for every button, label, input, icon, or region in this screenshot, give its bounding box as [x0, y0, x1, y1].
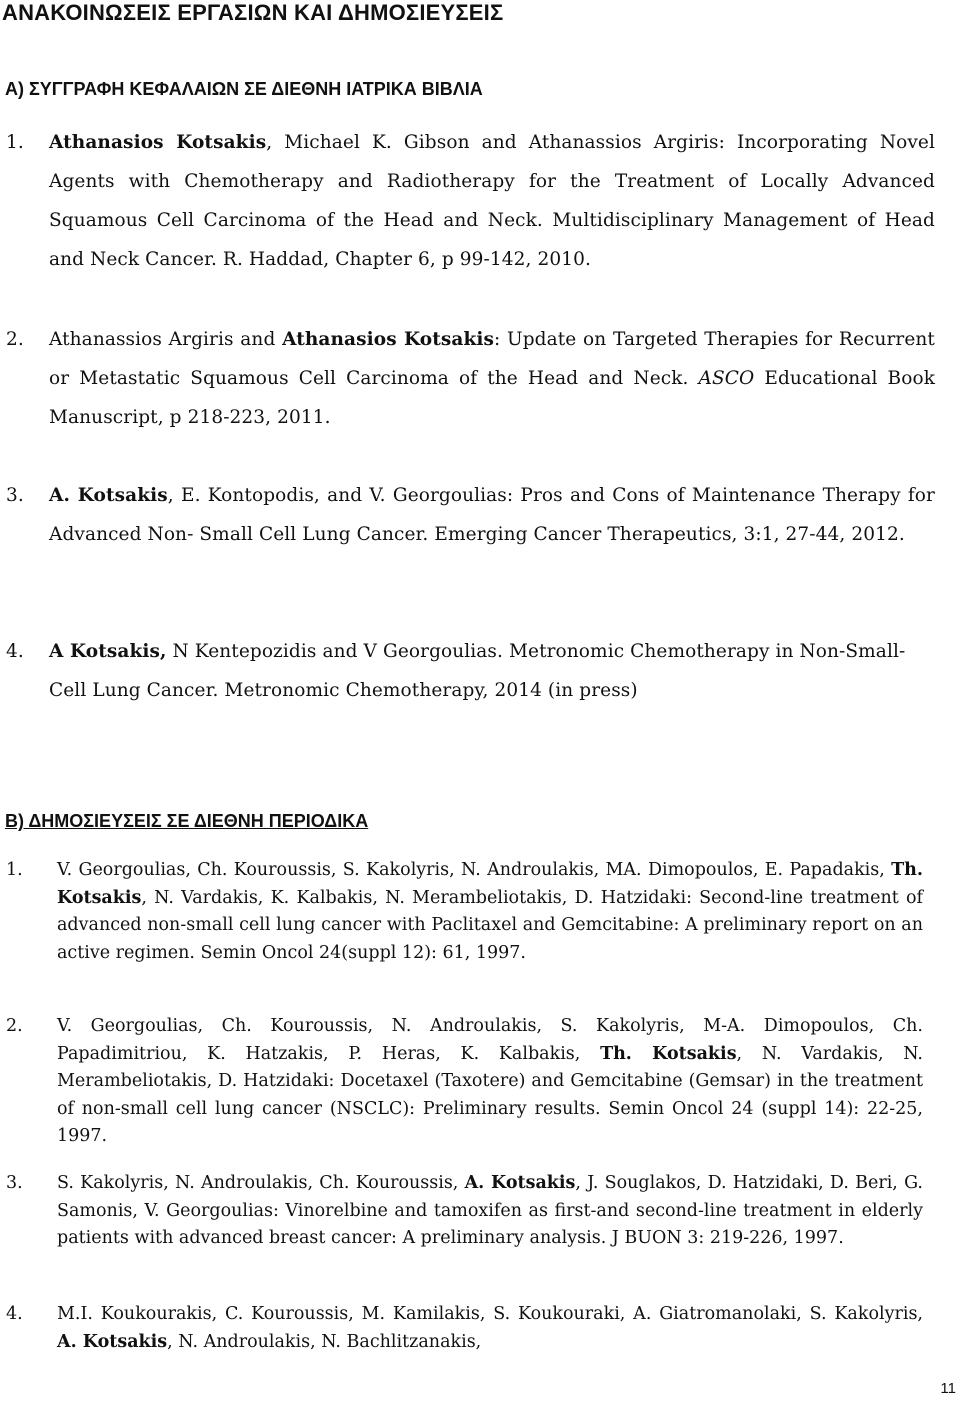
ref-author-bold: Th. Kotsakis — [57, 860, 923, 908]
ref-author-bold: A Kotsakis, — [49, 641, 167, 662]
ref-text — [49, 476, 935, 554]
ref-number: 3. — [6, 485, 24, 506]
ref-text — [49, 632, 935, 710]
page-number: 11 — [940, 1380, 956, 1397]
ref-text — [57, 1013, 923, 1151]
ref-number: 4. — [6, 1304, 23, 1324]
section-a-heading: Α) ΣΥΓΓΡΑΦΗ ΚΕΦΑΛΑΙΩΝ ΣΕ ΔΙΕΘΝΗ ΙΑΤΡΙΚΑ ΒΙΒΛΙΑ — [5, 79, 483, 99]
ref-author-bold: A. Kotsakis — [49, 485, 168, 506]
ref-number: 2. — [6, 329, 24, 350]
ref-rest: , N. Vardakis, K. Kalbakis, N. Merambeliotakis, D. Hatzidaki: Second-line treatment of advanced non-small cell lung cancer with Paclitaxel and Gemcitabine: A preliminary report on an active regimen. Semin Oncol 24(suppl 12): 61, 1997. — [57, 887, 923, 963]
ref-pre: V. Georgoulias, Ch. Kouroussis, S. Kakolyris, N. Androulakis, MA. Dimopoulos, E. Papadakis, — [57, 860, 892, 880]
ref-author-bold: Athanasios Kotsakis — [282, 329, 494, 350]
ref-rest: , N. Vardakis, N. Merambeliotakis, D. Hatzidaki: Docetaxel (Taxotere) and Gemcitabine (Gemsar) in the treatment of non-small cell lung cancer (NSCLC): Preliminary results. Semin Oncol 24 (suppl 14): 22-25, 1997. — [57, 1043, 923, 1146]
ref-mid: : Update on Targeted Therapies for Recurrent or Metastatic Squamous Cell Carcinoma of the Head and Neck. — [49, 329, 935, 389]
ref-pre: Athanassios Argiris and — [49, 329, 283, 350]
ref-rest: N Kentepozidis and V Georgoulias. Metronomic Chemotherapy in Non-Small-Cell Lung Cancer. Metronomic Chemotherapy, 2014 (in press) — [49, 641, 906, 701]
ref-text — [49, 320, 935, 437]
ref-pre: S. Kakolyris, N. Androulakis, Ch. Kouroussis, — [57, 1173, 465, 1193]
ref-post: Educational Book Manuscript, p 218-223, 2011. — [49, 368, 935, 428]
ref-rest: , Michael K. Gibson and Athanassios Argiris: Incorporating Novel Agents with Chemotherapy and Radiotherapy for the Treatment of Locally Advanced Squamous Cell Carcinoma of the Head and Neck. Multidisciplinary Management of Head and Neck Cancer. R. Haddad, Chapter 6, p 99-142, 2010. — [49, 132, 935, 270]
ref-number: 1. — [6, 860, 23, 880]
ref-rest: , E. Kontopodis, and V. Georgoulias: Pros and Cons of Maintenance Therapy for Advanced Non- Small Cell Lung Cancer. Emerging Cancer Therapeutics, 3:1, 27-44, 2012. — [49, 485, 935, 545]
ref-number: 3. — [6, 1173, 23, 1193]
section-b-heading: Β) ΔΗΜΟΣΙΕΥΣΕΙΣ ΣΕ ΔΙΕΘΝΗ ΠΕΡΙΟΔΙΚΑ — [5, 811, 369, 831]
ref-author-bold: Th. Kotsakis — [600, 1043, 737, 1064]
ref-pre: M.I. Koukourakis, C. Kouroussis, M. Kamilakis, S. Koukouraki, A. Giatromanolaki, S. Kakolyris, — [57, 1304, 923, 1324]
ref-author-bold: A. Kotsakis — [464, 1173, 576, 1193]
page-title: ΑΝΑΚΟΙΝΩΣΕΙΣ ΕΡΓΑΣΙΩΝ ΚΑΙ ΔΗΜΟΣΙΕΥΣΕΙΣ — [2, 0, 504, 25]
ref-text — [57, 857, 923, 967]
ref-text — [49, 123, 935, 279]
ref-rest: , N. Androulakis, N. Bachlitzanakis, — [167, 1331, 482, 1352]
ref-author-bold: Athanasios Kotsakis — [49, 132, 267, 153]
ref-number: 1. — [6, 132, 24, 153]
ref-number: 2. — [6, 1016, 23, 1036]
ref-rest: , J. Souglakos, D. Hatzidaki, D. Beri, G. Samonis, V. Georgoulias: Vinorelbine and tamoxifen as first-and second-line treatment in elderly patients with advanced breast cancer: A preliminary analysis. J BUON 3: 219-226, 1997. — [57, 1173, 923, 1248]
ref-author-bold: A. Kotsakis — [57, 1331, 168, 1352]
ref-text — [57, 1170, 923, 1253]
ref-number: 4. — [6, 641, 24, 662]
ref-text — [57, 1301, 923, 1356]
ref-italic: ASCO — [698, 368, 755, 389]
ref-pre: V. Georgoulias, Ch. Kouroussis, N. Androulakis, S. Kakolyris, M-A. Dimopoulos, Ch. Papadimitriou, K. Hatzakis, P. Heras, K. Kalbakis, — [57, 1016, 923, 1064]
